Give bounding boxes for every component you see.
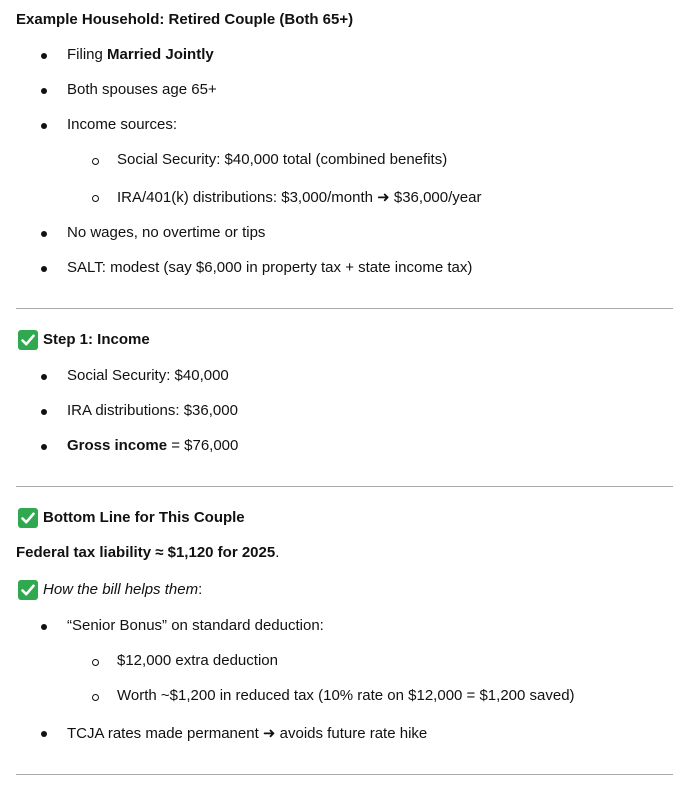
check-mark-button-icon xyxy=(18,330,38,350)
helps-line xyxy=(43,581,202,598)
tax-liability-line xyxy=(16,544,279,561)
list-item-ira-distributions: IRA distributions: $36,000 xyxy=(67,402,238,419)
list-item-no-wages: No wages, no overtime or tips xyxy=(67,224,266,241)
bullet-icon xyxy=(41,123,47,129)
helps-colon: : xyxy=(198,581,203,598)
list-item-social-security: Social Security: $40,000 xyxy=(67,367,229,384)
sub-bullet-icon xyxy=(92,659,99,666)
helps-label: How the bill helps them xyxy=(43,581,199,598)
sub-item-worth: Worth ~$1,200 in reduced tax (10% rate on $12,000 = $1,200 saved) xyxy=(117,687,575,704)
sub-item-social-security: Social Security: $40,000 total (combined benefits) xyxy=(117,151,448,168)
divider xyxy=(16,486,673,487)
bullet-icon xyxy=(41,624,47,630)
sub-item-extra-deduction: $12,000 extra deduction xyxy=(117,652,278,669)
check-mark-button-icon xyxy=(18,580,38,600)
bottom-line-heading: Bottom Line for This Couple xyxy=(43,509,245,526)
divider xyxy=(16,308,673,309)
bullet-icon xyxy=(41,409,47,415)
list-item-filing xyxy=(67,46,214,63)
list-item-ages: Both spouses age 65+ xyxy=(67,81,217,98)
filing-status: Married Jointly xyxy=(107,46,214,63)
check-mark-button-icon xyxy=(18,508,38,528)
step1-heading: Step 1: Income xyxy=(43,331,150,348)
sub-item-ira: IRA/401(k) distributions: $3,000/month ➜ $36,000/year xyxy=(117,189,482,206)
bullet-icon xyxy=(41,374,47,380)
list-item-gross-income xyxy=(67,437,238,454)
tax-liability-text: Federal tax liability ≈ $1,120 for 2025 xyxy=(16,544,276,561)
page-title: Example Household: Retired Couple (Both 65+) xyxy=(16,11,354,28)
filing-prefix: Filing xyxy=(67,46,108,63)
gross-income-label: Gross income xyxy=(67,437,168,454)
sub-bullet-icon xyxy=(92,694,99,701)
bullet-icon xyxy=(41,266,47,272)
bullet-icon xyxy=(41,88,47,94)
sub-bullet-icon xyxy=(92,195,99,202)
bullet-icon xyxy=(41,444,47,450)
tax-liability-period: . xyxy=(275,544,280,561)
bullet-icon xyxy=(41,231,47,237)
bullet-icon xyxy=(41,53,47,59)
sub-bullet-icon xyxy=(92,158,99,165)
gross-income-value: = $76,000 xyxy=(167,437,239,454)
list-item-senior-bonus: “Senior Bonus” on standard deduction: xyxy=(67,617,324,634)
bullet-icon xyxy=(41,731,47,737)
list-item-salt: SALT: modest (say $6,000 in property tax + state income tax) xyxy=(67,259,473,276)
divider xyxy=(16,774,673,775)
list-item-tcja: TCJA rates made permanent ➜ avoids future rate hike xyxy=(67,725,428,742)
list-item-income-sources: Income sources: xyxy=(67,116,178,133)
